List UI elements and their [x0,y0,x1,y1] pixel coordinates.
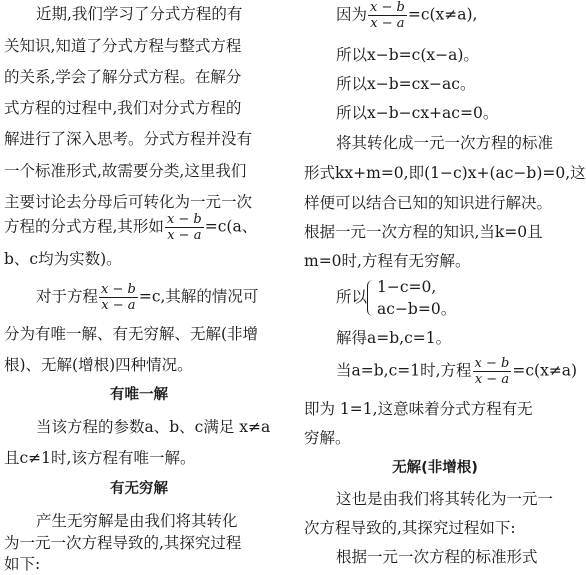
paragraph-infinite-line: 如下: [4,555,41,573]
fraction-numerator: x − b [474,356,510,371]
paragraph-no-solution-line: 根据一元一次方程的标准形式 [336,548,538,566]
fraction-numerator: x − b [166,212,202,227]
text-run: 所以 [336,288,368,306]
fraction-denominator: x − a [474,372,510,387]
paragraph-intro-line: b、c均为实数)。 [4,250,122,268]
paragraph-intro-line-formula [4,212,257,243]
fraction [368,0,407,31]
paragraph-infinite-line: 为一元一次方程导致的,其探究过程 [4,534,242,552]
brace-system [367,276,456,320]
paragraph-intro-line: 近期,我们学习了分式方程的有 [36,5,243,23]
section-heading-no-solution-non-extraneous: 无解(非增根) [392,460,478,476]
paragraph-conclusion-line-formula [304,356,577,387]
derivation-line: 所以x−b=c(x−a)。 [336,46,479,64]
derivation-line: 所以x−b−cx+ac=0。 [336,104,499,122]
paragraph-standard-form-line: 根据一元一次方程的知识,当k=0且 [304,223,543,241]
paragraph-intro-line: 解进行了深入思考。分式方程并没有 [4,130,253,148]
paragraph-intro-line: 一个标准形式,故需要分类,这里我们 [4,162,247,180]
paragraph-standard-form-line: m=0时,方程有无穷解。 [304,252,471,270]
equation-system [304,276,456,320]
fraction [165,212,204,243]
fraction [473,356,512,387]
paragraph-cases-line: 根)、无解(增根)四种情况。 [4,356,193,374]
system-equation-1: 1−c=0, [377,278,437,296]
fraction-denominator: x − a [101,298,136,313]
paragraph-cases-line: 分为有唯一解、有无穷解、无解(非增 [4,325,259,343]
fraction-denominator: x − a [370,16,405,31]
derivation-line-formula [304,0,478,31]
fraction [99,282,138,313]
paragraph-intro-line: 主要讨论去分母后可转化为一元一次 [4,193,253,211]
section-heading-infinite-solutions: 有无穷解 [110,481,168,497]
paragraph-intro-line: 的关系,学会了解分式方程。在解分 [4,68,242,86]
paragraph-unique-line: 当该方程的参数a、b、c满足 x≠a [36,418,271,436]
text-run: =c(x≠a) [512,361,578,380]
fraction-denominator: x − a [167,228,202,243]
text-run: 方程的分式方程,其形如 [4,217,164,236]
fraction-numerator: x − b [370,0,405,15]
text-run: 对于方程 [36,287,99,306]
paragraph-intro-line: 式方程的过程中,我们对分式方程的 [4,99,242,117]
text-run: =c(x≠a), [407,5,478,24]
system-equation-2: ac−b=0。 [377,300,457,318]
text-run: =c(a、 [204,217,258,236]
paragraph-cases-line-formula [4,282,258,313]
solution-line: 解得a=b,c=1。 [336,329,452,347]
paragraph-no-solution-line: 次方程导致的,其探究过程如下: [304,519,516,537]
section-heading-unique-solution: 有唯一解 [110,387,168,403]
text-run: 因为 [336,5,368,24]
paragraph-conclusion-line: 穷解。 [304,429,351,447]
paragraph-intro-line: 关知识,知道了分式方程与整式方程 [4,37,242,55]
paragraph-standard-form-line: 形式kx+m=0,即(1−c)x+(ac−b)=0,这 [304,164,586,182]
text-run: =c,其解的情况可 [138,287,259,306]
paragraph-no-solution-line: 这也是由我们将其转化为一元一 [336,490,554,508]
paragraph-conclusion-line: 即为 1=1,这意味着分式方程有无 [304,400,533,418]
paragraph-unique-line: 且c≠1时,该方程有唯一解。 [4,449,196,467]
paragraph-standard-form-line: 将其转化成一元一次方程的标准 [336,134,554,152]
fraction-numerator: x − b [101,282,136,297]
paragraph-standard-form-line: 样便可以结合已知的知识进行解决。 [304,194,553,212]
paragraph-infinite-line: 产生无穷解是由我们将其转化 [36,512,238,530]
text-run: 当a=b,c=1时,方程 [336,361,472,380]
derivation-line: 所以x−b=cx−ac。 [336,75,476,93]
